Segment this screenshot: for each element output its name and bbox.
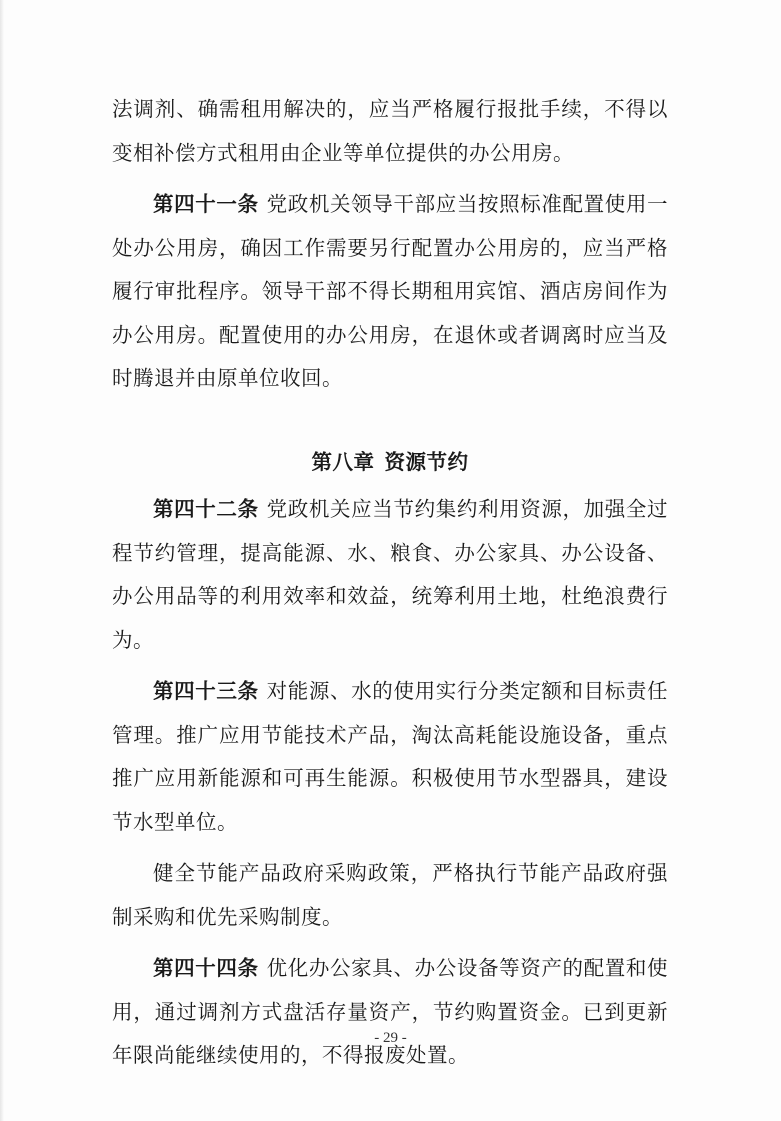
paragraph-text: 党政机关领导干部应当按照标准配置使用一处办公用房，确因工作需要另行配置办公用房的，应当严格履行审批程序。领导干部不得长期租用宾馆、酒店房间作为办公用房。配置使用的办公用房，在退休或者调离时应当及时腾退并由原单位收回。: [112, 192, 669, 390]
article-number: 第四十四条: [153, 956, 259, 980]
paragraph-article-43: [112, 670, 668, 844]
paragraph-text: 优化办公家具、办公设备等资产的配置和使用，通过调剂方式盘活存量资产，节约购置资金。已到更新年限尚能继续使用的，不得报废处置。: [112, 956, 669, 1067]
paragraph-article-43-continued: [112, 852, 668, 939]
chapter-heading: [112, 441, 668, 485]
article-number: 第四十一条: [153, 192, 259, 216]
paragraph-article-44: [112, 947, 668, 1078]
chapter-number: 第八章: [311, 449, 375, 474]
article-number: 第四十三条: [153, 679, 259, 703]
paragraph-continuation: [112, 88, 668, 175]
scan-edge: [0, 0, 4, 1121]
paragraph-text: 健全节能产品政府采购政策，严格执行节能产品政府强制采购和优先采购制度。: [112, 861, 668, 929]
paragraph-text: 党政机关应当节约集约利用资源，加强全过程节约管理，提高能源、水、粮食、办公家具、办公设备、办公用品等的利用效率和效益，统筹利用土地，杜绝浪费行为。: [112, 497, 669, 652]
paragraph-article-41: [112, 183, 668, 401]
paragraph-text: 法调剂、确需租用解决的，应当严格履行报批手续，不得以变相补偿方式租用由企业等单位提供的办公用房。: [112, 97, 668, 165]
paragraph-article-42: [112, 488, 668, 662]
chapter-title: 资源节约: [384, 449, 469, 474]
article-number: 第四十二条: [153, 497, 259, 521]
page-number: - 29 -: [374, 1030, 407, 1046]
document-body: [112, 88, 668, 1086]
paragraph-text: 对能源、水的使用实行分类定额和目标责任管理。推广应用节能技术产品，淘汰高耗能设施设备，重点推广应用新能源和可再生能源。积极使用节水型器具，建设节水型单位。: [112, 679, 669, 834]
